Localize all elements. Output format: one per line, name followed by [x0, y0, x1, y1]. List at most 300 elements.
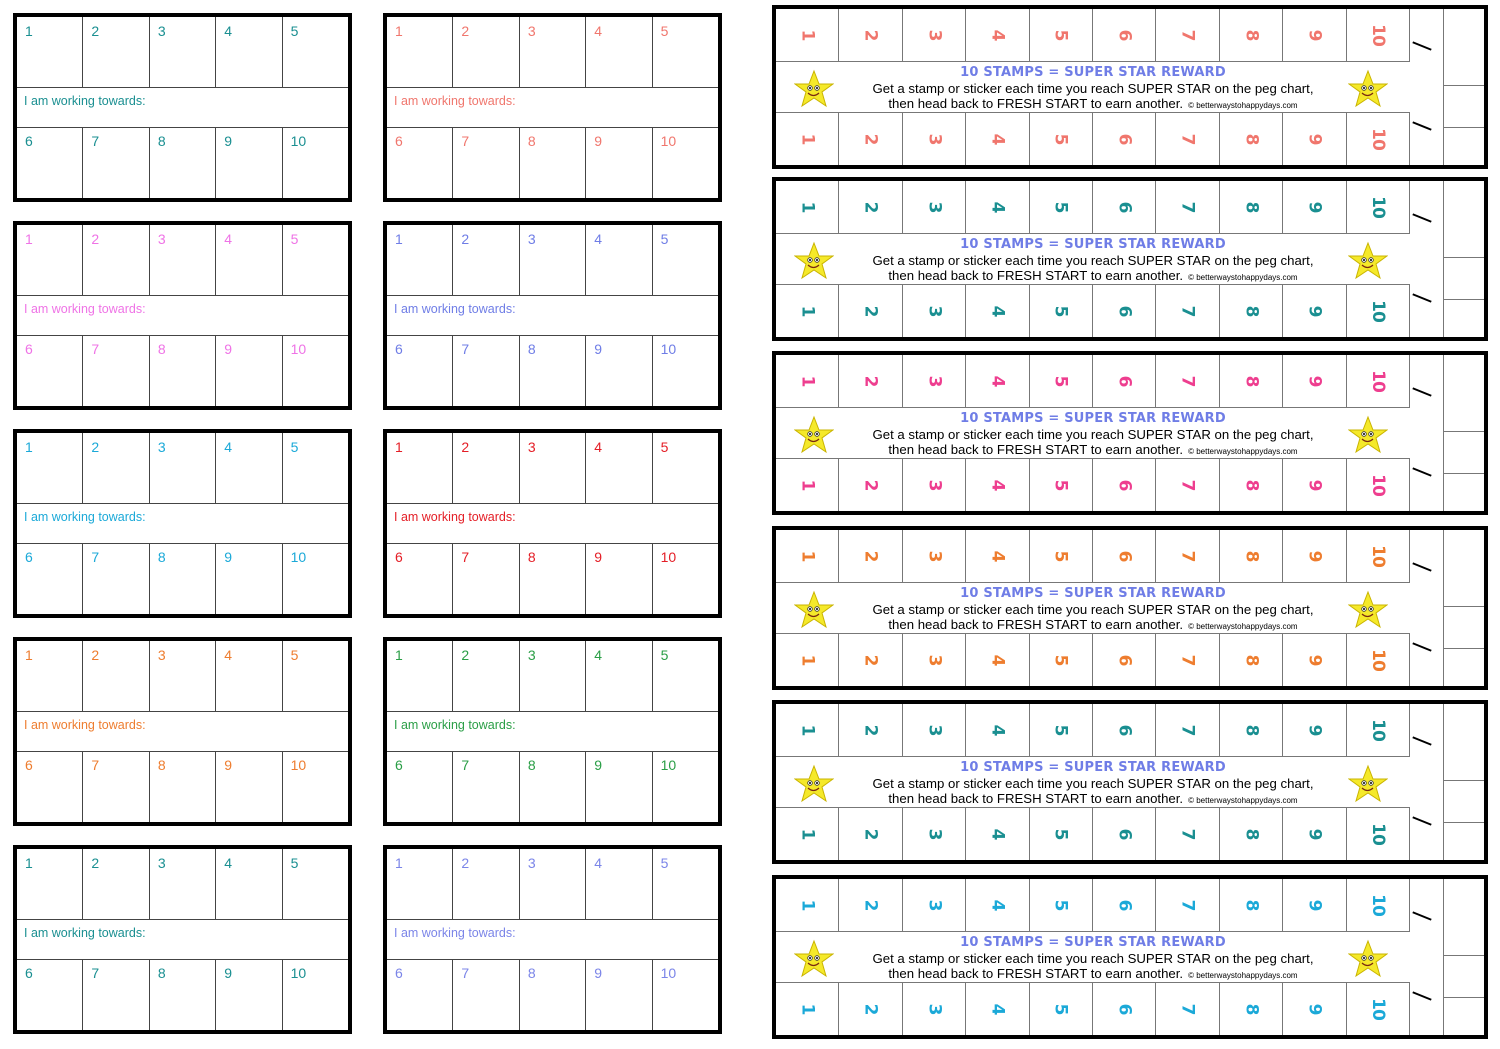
instruction-line-1: Get a stamp or sticker each time you reach SUPER STAR on the peg chart, [872, 81, 1314, 96]
strip-stamp-box [1283, 704, 1346, 756]
strip-stamp-number: 5 [1050, 828, 1071, 840]
strip-stamp-box [776, 808, 839, 860]
stamp-number: 5 [290, 23, 299, 39]
strip-top-row [776, 9, 1410, 62]
stamp-box [83, 641, 149, 711]
strip-stamp-box [1030, 285, 1093, 337]
slash-mark [1412, 467, 1431, 476]
strip-stamp-box [1156, 704, 1219, 756]
stamp-number: 3 [157, 855, 166, 871]
strip-stamp-box [1220, 808, 1283, 860]
reward-card [13, 221, 352, 410]
working-towards-label: I am working towards: [394, 718, 516, 732]
stamp-number: 7 [91, 965, 100, 981]
stamp-number: 9 [594, 757, 603, 773]
strip-stamp-box [839, 355, 902, 407]
instruction-line-2: then head back to FRESH START to earn another. [888, 966, 1184, 981]
slash-mark [1412, 736, 1431, 745]
stamp-number: 5 [660, 439, 669, 455]
strip-stamp-box [1347, 704, 1410, 756]
strip-stamp-number: 4 [987, 375, 1008, 387]
stamp-box [520, 128, 586, 198]
stamp-number: 5 [660, 231, 669, 247]
reward-heading: 10 STAMPS = SUPER STAR REWARD [960, 586, 1226, 601]
super-star-strip [772, 700, 1488, 864]
stamp-box [453, 849, 519, 919]
slash-mark [1412, 562, 1431, 571]
strip-top-row [776, 879, 1410, 932]
strip-stamp-number: 6 [1114, 29, 1135, 41]
strip-stamp-number: 8 [1240, 201, 1261, 213]
strip-end-tab [1443, 879, 1484, 1035]
reward-card [13, 429, 352, 618]
instruction-line-2-wrap [776, 442, 1410, 459]
stamp-box [150, 433, 216, 503]
stamp-box [150, 641, 216, 711]
strip-stamp-number: 3 [923, 550, 944, 562]
strip-stamp-box [1030, 530, 1093, 582]
strip-stamp-box [839, 113, 902, 165]
strip-stamp-box [1093, 530, 1156, 582]
strip-stamp-number: 9 [1304, 133, 1325, 145]
stamp-number: 1 [25, 439, 33, 455]
strip-stamp-box [776, 879, 839, 931]
stamp-number: 7 [91, 549, 100, 565]
strip-stamp-number: 8 [1240, 899, 1261, 911]
instruction-line-1: Get a stamp or sticker each time you reach SUPER STAR on the peg chart, [872, 776, 1314, 791]
strip-stamp-number: 2 [860, 1003, 881, 1015]
strip-stamp-number: 6 [1114, 479, 1135, 491]
strip-stamp-number: 3 [923, 201, 944, 213]
stamp-box [83, 960, 149, 1030]
stamp-number: 2 [91, 439, 100, 455]
strip-slash-column [1410, 355, 1444, 511]
reward-card [383, 221, 722, 410]
strip-stamp-number: 4 [987, 133, 1008, 145]
stamp-box [283, 225, 348, 295]
working-towards-label: I am working towards: [24, 926, 146, 940]
instruction-line-2-wrap [776, 617, 1410, 634]
strip-stamp-number: 6 [1114, 828, 1135, 840]
card-bottom-row [17, 543, 348, 614]
strip-stamp-box [903, 355, 966, 407]
strip-stamp-box [1093, 355, 1156, 407]
strip-stamp-number: 4 [987, 654, 1008, 666]
strip-stamp-number: 6 [1114, 375, 1135, 387]
strip-stamp-number: 2 [860, 201, 881, 213]
slash-mark [1412, 213, 1431, 222]
stamp-box [387, 544, 453, 614]
stamp-box [283, 544, 348, 614]
copyright-text: © betterwaystohappydays.com [1188, 101, 1298, 110]
stamp-number: 3 [527, 439, 536, 455]
tab-divider [1443, 299, 1484, 300]
reward-heading: 10 STAMPS = SUPER STAR REWARD [960, 237, 1226, 252]
strip-stamp-box [1220, 704, 1283, 756]
strip-stamp-number: 1 [797, 375, 818, 387]
stamp-box [653, 849, 718, 919]
stamp-number: 6 [25, 341, 33, 357]
stamp-number: 4 [594, 439, 603, 455]
strip-stamp-number: 10 [1367, 649, 1388, 671]
stamp-number: 10 [290, 133, 307, 149]
tab-divider [1443, 997, 1484, 998]
strip-stamp-number: 5 [1050, 305, 1071, 317]
strip-stamp-box [1283, 181, 1346, 233]
stamp-number: 9 [224, 757, 233, 773]
stamp-number: 4 [594, 855, 603, 871]
strip-stamp-box [839, 285, 902, 337]
strip-stamp-number: 2 [860, 29, 881, 41]
strip-stamp-box [966, 808, 1029, 860]
strip-stamp-box [776, 983, 839, 1035]
strip-stamp-box [1347, 355, 1410, 407]
strip-stamp-box [1283, 634, 1346, 686]
slash-mark [1412, 41, 1431, 50]
strip-stamp-box [1030, 704, 1093, 756]
stamp-number: 3 [527, 647, 536, 663]
stamp-box [387, 849, 453, 919]
stamp-number: 8 [527, 757, 536, 773]
card-top-row [387, 17, 718, 88]
strip-stamp-box [1156, 808, 1219, 860]
strip-stamp-box [839, 9, 902, 61]
instruction-line-2-wrap [776, 791, 1410, 808]
stamp-box [653, 225, 718, 295]
strip-stamp-number: 7 [1177, 654, 1198, 666]
instruction-line-2: then head back to FRESH START to earn another. [888, 617, 1184, 632]
stamp-box [453, 752, 519, 822]
card-top-row [17, 225, 348, 296]
strip-stamp-number: 6 [1114, 133, 1135, 145]
strip-stamp-box [1283, 808, 1346, 860]
strip-stamp-box [966, 704, 1029, 756]
copyright-text: © betterwaystohappydays.com [1188, 796, 1298, 805]
strip-stamp-box [903, 9, 966, 61]
stamp-box [586, 336, 652, 406]
strip-bottom-row [776, 458, 1410, 511]
stamp-box [520, 960, 586, 1030]
strip-stamp-box [1030, 634, 1093, 686]
strip-stamp-number: 3 [923, 479, 944, 491]
strip-stamp-number: 6 [1114, 305, 1135, 317]
strip-stamp-box [966, 181, 1029, 233]
strip-stamp-number: 8 [1240, 654, 1261, 666]
instruction-line-1: Get a stamp or sticker each time you reach SUPER STAR on the peg chart, [872, 253, 1314, 268]
stamp-box [150, 17, 216, 87]
strip-stamp-box [839, 530, 902, 582]
reward-heading: 10 STAMPS = SUPER STAR REWARD [960, 760, 1226, 775]
stamp-number: 10 [290, 965, 307, 981]
stamp-number: 5 [660, 855, 669, 871]
strip-stamp-box [1347, 808, 1410, 860]
strip-stamp-box [776, 704, 839, 756]
stamp-number: 8 [157, 549, 166, 565]
strip-stamp-number: 3 [923, 133, 944, 145]
stamp-box [150, 849, 216, 919]
strip-bottom-row [776, 112, 1410, 165]
stamp-number: 8 [527, 549, 536, 565]
strip-stamp-number: 1 [797, 305, 818, 317]
strip-stamp-number: 9 [1304, 1003, 1325, 1015]
stamp-box [653, 17, 718, 87]
reward-instructions [776, 602, 1410, 634]
stamp-box [586, 752, 652, 822]
stamp-number: 2 [461, 23, 470, 39]
strip-stamp-box [1347, 983, 1410, 1035]
strip-stamp-number: 10 [1367, 300, 1388, 322]
strip-stamp-number: 10 [1367, 370, 1388, 392]
strip-stamp-box [966, 355, 1029, 407]
stamp-number: 6 [25, 757, 33, 773]
tab-divider [1443, 780, 1484, 781]
strip-stamp-number: 2 [860, 899, 881, 911]
strip-stamp-number: 6 [1114, 654, 1135, 666]
strip-message [776, 756, 1410, 810]
stamp-box [150, 752, 216, 822]
instruction-line-2: then head back to FRESH START to earn another. [888, 791, 1184, 806]
card-top-row [17, 17, 348, 88]
strip-stamp-box [1156, 355, 1219, 407]
stamp-number: 9 [224, 341, 233, 357]
reward-heading: 10 STAMPS = SUPER STAR REWARD [960, 411, 1226, 426]
stamp-number: 6 [25, 133, 33, 149]
instruction-line-2-wrap [776, 268, 1410, 285]
strip-stamp-number: 6 [1114, 899, 1135, 911]
stamp-box [653, 336, 718, 406]
stamp-box [387, 960, 453, 1030]
stamp-box [283, 128, 348, 198]
stamp-number: 7 [461, 549, 470, 565]
stamp-box [83, 849, 149, 919]
reward-heading: 10 STAMPS = SUPER STAR REWARD [960, 65, 1226, 80]
strip-stamp-number: 10 [1367, 474, 1388, 496]
stamp-box [586, 544, 652, 614]
strip-stamp-box [903, 704, 966, 756]
stamp-number: 6 [395, 965, 403, 981]
working-towards-label: I am working towards: [24, 94, 146, 108]
stamp-number: 4 [224, 231, 233, 247]
strip-stamp-box [903, 634, 966, 686]
strip-stamp-box [1347, 459, 1410, 511]
strip-stamp-box [1156, 459, 1219, 511]
strip-stamp-number: 10 [1367, 998, 1388, 1020]
stamp-number: 5 [290, 231, 299, 247]
strip-stamp-box [903, 530, 966, 582]
strip-stamp-box [1283, 459, 1346, 511]
strip-stamp-number: 9 [1304, 479, 1325, 491]
stamp-box [17, 433, 83, 503]
stamp-box [216, 960, 282, 1030]
stamp-number: 1 [25, 855, 33, 871]
strip-stamp-number: 4 [987, 1003, 1008, 1015]
strip-stamp-box [1347, 113, 1410, 165]
strip-stamp-number: 2 [860, 375, 881, 387]
strip-stamp-number: 2 [860, 654, 881, 666]
instruction-line-1: Get a stamp or sticker each time you reach SUPER STAR on the peg chart, [872, 427, 1314, 442]
stamp-number: 5 [290, 647, 299, 663]
strip-top-row [776, 181, 1410, 234]
strip-stamp-box [1030, 355, 1093, 407]
strip-stamp-number: 3 [923, 305, 944, 317]
card-top-row [387, 433, 718, 504]
stamp-box [520, 641, 586, 711]
strip-stamp-box [1220, 9, 1283, 61]
strip-stamp-number: 7 [1177, 899, 1198, 911]
working-towards-label: I am working towards: [394, 94, 516, 108]
stamp-box [216, 128, 282, 198]
stamp-box [283, 17, 348, 87]
stamp-number: 1 [395, 231, 403, 247]
tab-divider [1443, 473, 1484, 474]
strip-stamp-number: 3 [923, 375, 944, 387]
slash-mark [1412, 121, 1431, 130]
stamp-number: 6 [395, 549, 403, 565]
strip-stamp-box [776, 634, 839, 686]
strip-stamp-number: 9 [1304, 828, 1325, 840]
strip-stamp-box [1030, 983, 1093, 1035]
strip-stamp-box [1093, 634, 1156, 686]
strip-stamp-number: 9 [1304, 724, 1325, 736]
strip-stamp-box [1030, 181, 1093, 233]
strip-stamp-number: 7 [1177, 201, 1198, 213]
stamp-box [387, 641, 453, 711]
strip-stamp-number: 10 [1367, 719, 1388, 741]
strip-stamp-number: 7 [1177, 305, 1198, 317]
strip-stamp-number: 2 [860, 133, 881, 145]
stamp-box [520, 225, 586, 295]
strip-stamp-box [1093, 808, 1156, 860]
strip-stamp-number: 4 [987, 828, 1008, 840]
stamp-number: 2 [91, 23, 100, 39]
strip-stamp-number: 7 [1177, 724, 1198, 736]
stamp-box [453, 960, 519, 1030]
stamp-box [17, 336, 83, 406]
slash-mark [1412, 293, 1431, 302]
strip-stamp-number: 2 [860, 305, 881, 317]
stamp-number: 3 [527, 23, 536, 39]
strip-bottom-row [776, 807, 1410, 860]
strip-stamp-number: 5 [1050, 479, 1071, 491]
strip-stamp-box [966, 530, 1029, 582]
strip-stamp-number: 6 [1114, 550, 1135, 562]
stamp-box [387, 225, 453, 295]
strip-stamp-number: 2 [860, 828, 881, 840]
strip-stamp-box [903, 808, 966, 860]
strip-stamp-number: 5 [1050, 29, 1071, 41]
strip-stamp-box [903, 181, 966, 233]
strip-stamp-number: 10 [1367, 823, 1388, 845]
strip-message [776, 61, 1410, 115]
stamp-number: 10 [290, 341, 307, 357]
stamp-number: 4 [224, 439, 233, 455]
strip-stamp-box [1220, 634, 1283, 686]
reward-instructions [776, 81, 1410, 113]
stamp-box [216, 641, 282, 711]
reward-card [383, 13, 722, 202]
stamp-number: 7 [461, 965, 470, 981]
stamp-box [453, 128, 519, 198]
stamp-number: 8 [157, 341, 166, 357]
stamp-box [283, 641, 348, 711]
strip-stamp-number: 5 [1050, 1003, 1071, 1015]
slash-mark [1412, 816, 1431, 825]
strip-stamp-number: 8 [1240, 550, 1261, 562]
strip-stamp-number: 2 [860, 724, 881, 736]
strip-slash-column [1410, 704, 1444, 860]
strip-stamp-number: 4 [987, 479, 1008, 491]
strip-stamp-box [1347, 879, 1410, 931]
strip-stamp-number: 1 [797, 1003, 818, 1015]
stamp-box [17, 544, 83, 614]
strip-stamp-box [1220, 879, 1283, 931]
strip-stamp-box [966, 9, 1029, 61]
strip-stamp-box [839, 808, 902, 860]
stamp-number: 7 [91, 757, 100, 773]
strip-stamp-number: 7 [1177, 133, 1198, 145]
stamp-box [150, 544, 216, 614]
stamp-box [453, 544, 519, 614]
strip-slash-column [1410, 9, 1444, 165]
strip-stamp-box [1156, 9, 1219, 61]
stamp-number: 6 [395, 133, 403, 149]
stamp-number: 3 [527, 231, 536, 247]
stamp-number: 10 [290, 757, 307, 773]
stamp-box [586, 849, 652, 919]
card-bottom-row [17, 751, 348, 822]
strip-stamp-box [1283, 530, 1346, 582]
strip-stamp-box [903, 113, 966, 165]
stamp-number: 9 [594, 965, 603, 981]
strip-stamp-box [1347, 9, 1410, 61]
stamp-box [83, 433, 149, 503]
strip-stamp-box [1093, 285, 1156, 337]
strip-stamp-box [1093, 879, 1156, 931]
tab-divider [1443, 127, 1484, 128]
stamp-number: 4 [594, 231, 603, 247]
stamp-box [520, 752, 586, 822]
strip-stamp-number: 5 [1050, 724, 1071, 736]
strip-stamp-box [1156, 530, 1219, 582]
strip-stamp-number: 4 [987, 899, 1008, 911]
strip-stamp-box [1093, 9, 1156, 61]
stamp-number: 3 [157, 23, 166, 39]
copyright-text: © betterwaystohappydays.com [1188, 622, 1298, 631]
strip-stamp-number: 6 [1114, 201, 1135, 213]
super-star-strip [772, 526, 1488, 690]
reward-card [383, 429, 722, 618]
strip-message [776, 582, 1410, 636]
stamp-box [83, 128, 149, 198]
strip-stamp-number: 8 [1240, 29, 1261, 41]
reward-instructions [776, 253, 1410, 285]
strip-stamp-box [776, 285, 839, 337]
strip-stamp-number: 5 [1050, 133, 1071, 145]
card-bottom-row [17, 127, 348, 198]
stamp-box [150, 225, 216, 295]
stamp-number: 6 [395, 757, 403, 773]
strip-stamp-number: 5 [1050, 899, 1071, 911]
strip-stamp-box [776, 530, 839, 582]
strip-stamp-number: 4 [987, 29, 1008, 41]
stamp-box [586, 641, 652, 711]
card-top-row [17, 641, 348, 712]
tab-divider [1443, 822, 1484, 823]
card-top-row [387, 641, 718, 712]
strip-stamp-number: 7 [1177, 375, 1198, 387]
stamp-number: 8 [157, 757, 166, 773]
stamp-number: 7 [461, 341, 470, 357]
